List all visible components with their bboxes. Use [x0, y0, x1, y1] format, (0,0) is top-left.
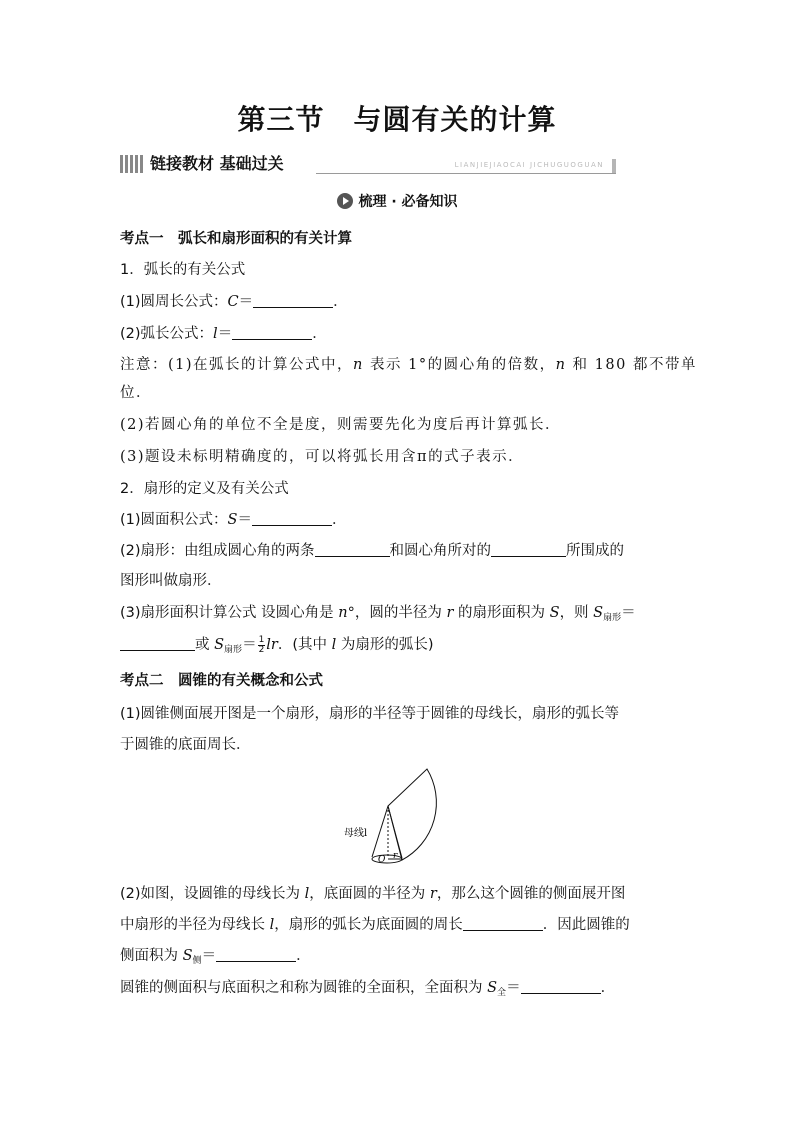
note-1-cont: 位． [120, 385, 152, 401]
sector-area-formula: (3)扇形面积计算公式 设圆心角是 n°，圆的半径为 r 的扇形面积为 S，则 $S_{扇形}=$ [120, 605, 636, 623]
banner-pinyin: LIANJIEJIAOCAI JICHUGUOGUAN [454, 161, 604, 169]
subheading [0, 191, 794, 211]
banner-end-cap [612, 159, 616, 173]
answer-blank[interactable] [216, 947, 296, 962]
page-title: 第三节 与圆有关的计算 [237, 103, 557, 136]
answer-blank[interactable] [232, 325, 312, 340]
banner-label: 链接教材 基础过关 [150, 154, 284, 173]
fraction-half: $\frac{1}{2}$ [258, 634, 265, 655]
section-banner [120, 153, 616, 175]
banner-bars-icon [120, 155, 145, 173]
note-1: 注意：(1)在弧长的计算公式中，n 表示 1°的圆心角的倍数，n 和 180 都不带单 [120, 357, 697, 373]
sector-definition: (2)扇形：由组成圆心角的两条 和圆心角所对的 所围成的 [120, 543, 625, 559]
cone-para-2: (2)如图，设圆锥的母线长为 l，底面圆的半径为 r，那么这个圆锥的侧面展开图 [120, 886, 626, 902]
point2-title: 考点二 圆锥的有关概念和公式 [120, 673, 323, 689]
note-3: (3)题设未标明精确度的，可以将弧长用含π的式子表示． [120, 449, 525, 465]
play-arrow-icon [336, 192, 354, 210]
cone-net-figure [340, 762, 460, 870]
sector-area-formula-cont: 或 $S_{扇形}=$ $\frac{1}{2}$ lr．(其中 l 为扇形的弧长) [120, 634, 434, 661]
answer-blank[interactable] [521, 979, 601, 994]
circumference-formula: (1)圆周长公式：C＝ ． [120, 294, 348, 310]
circle-area-formula: (1)圆面积公式：S＝ ． [120, 512, 347, 528]
answer-blank[interactable] [491, 542, 566, 557]
sector-shape [388, 769, 436, 860]
answer-blank[interactable] [463, 916, 543, 931]
point1-title: 考点一 弧长和扇形面积的有关计算 [120, 231, 352, 247]
answer-blank[interactable] [120, 636, 195, 651]
cone-para-1-cont: 于圆锥的底面周长． [120, 737, 251, 753]
answer-blank[interactable] [252, 511, 332, 526]
cone-side-area: 侧面积为 $S_侧=$ ． [120, 948, 311, 966]
slant-label: 母线l [344, 828, 368, 839]
radius-label: r [393, 851, 398, 861]
sector-heading: 2．扇形的定义及有关公式 [120, 481, 289, 497]
subheading-text: 梳理 · 必备知识 [358, 194, 458, 210]
banner-rule [316, 173, 616, 174]
cone-para-2-line2: 中扇形的半径为母线长 l，扇形的弧长为底面圆的周长 ．因此圆锥的 [120, 917, 630, 933]
sector-definition-cont: 图形叫做扇形． [120, 573, 222, 589]
arc-length-formula: (2)弧长公式：l＝ ． [120, 326, 327, 342]
cone-total-area: 圆锥的侧面积与底面积之和称为圆锥的全面积，全面积为 $S_全=$ ． [120, 980, 616, 998]
answer-blank[interactable] [253, 293, 333, 308]
center-label: O [378, 855, 386, 865]
answer-blank[interactable] [315, 542, 390, 557]
cone-left-edge [372, 806, 388, 857]
cone-para-1: (1)圆锥侧面展开图是一个扇形，扇形的半径等于圆锥的母线长，扇形的弧长等 [120, 706, 620, 722]
arc-heading: 1．弧长的有关公式 [120, 262, 246, 278]
note-2: (2)若圆心角的单位不全是度，则需要先化为度后再计算弧长． [120, 417, 562, 433]
